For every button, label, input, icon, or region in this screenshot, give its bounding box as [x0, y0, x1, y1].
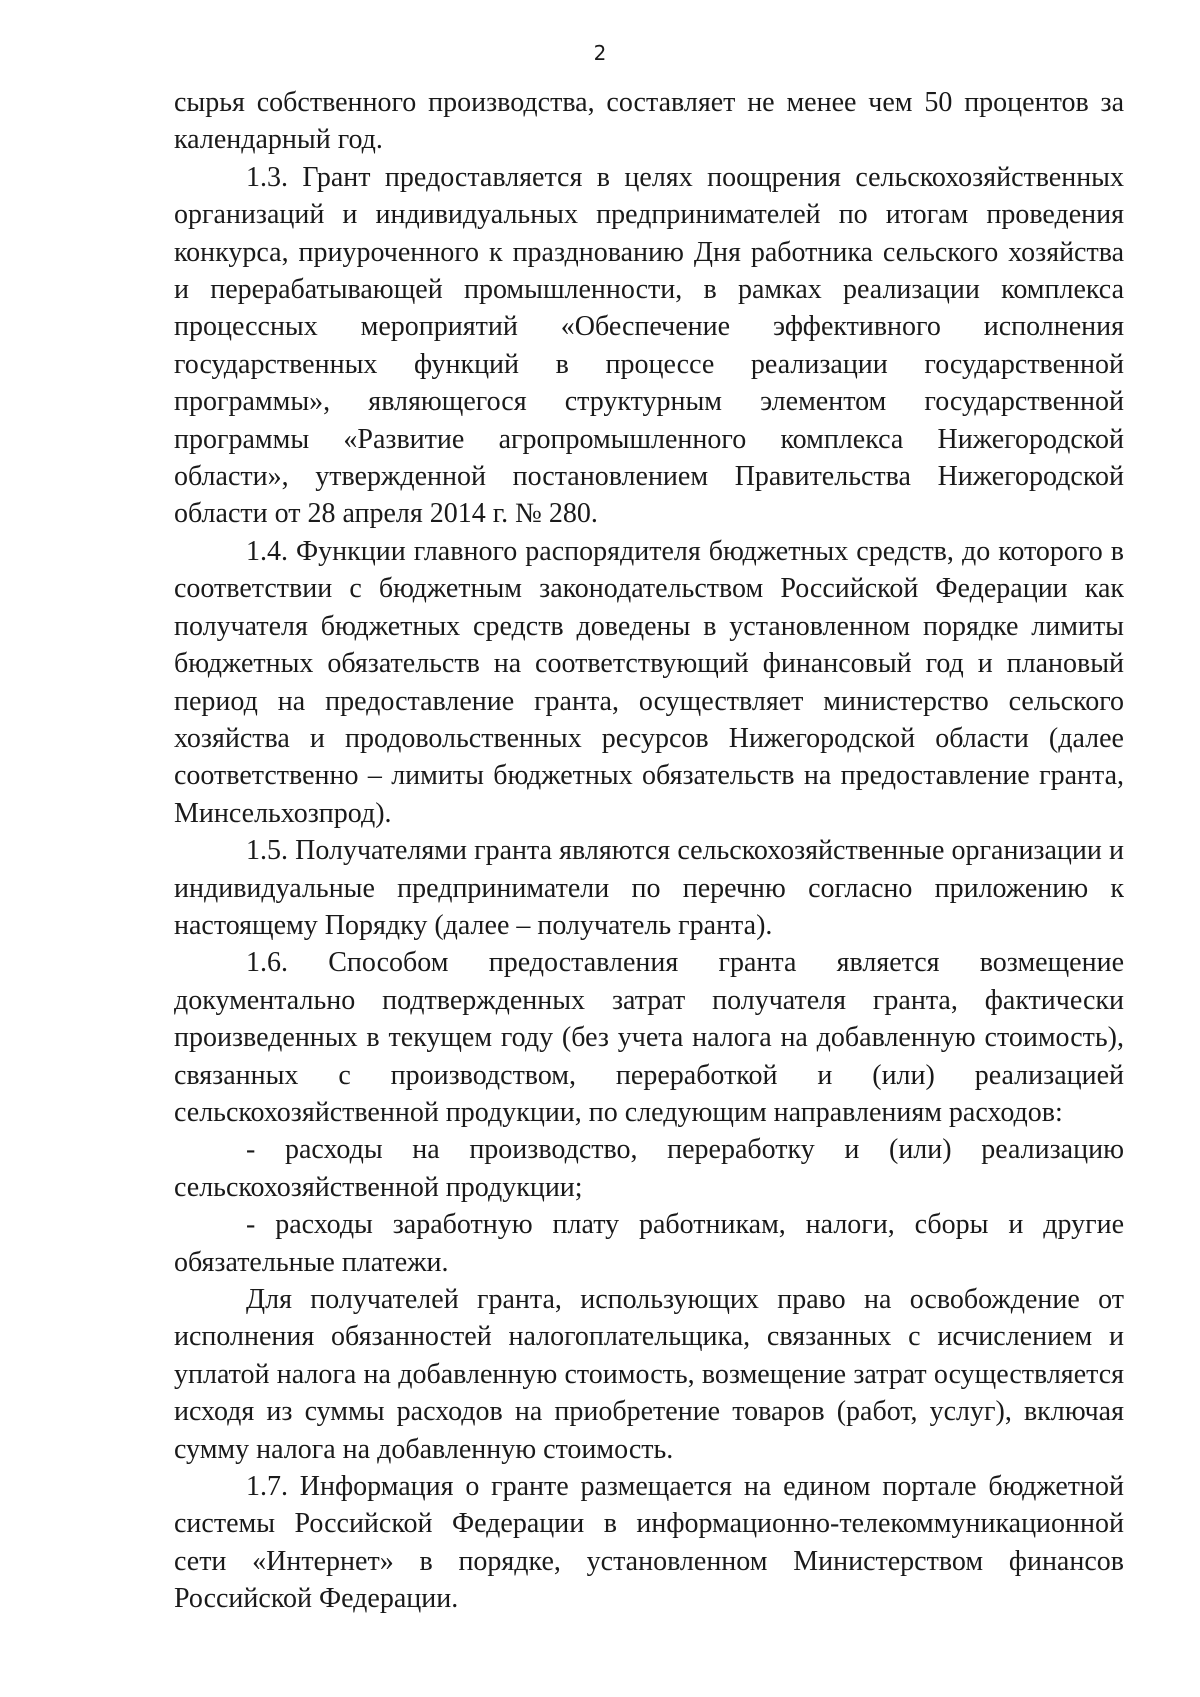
- list-item-expenses-wages: - расходы заработную плату работникам, налоги, сборы и другие обязательные платежи.: [174, 1209, 1124, 1278]
- list-item-expenses-production: - расходы на производство, переработку и (или) реализацию сельскохозяйственной продукции;: [174, 1134, 1124, 1203]
- document-body: [174, 84, 1124, 1618]
- paragraph-1-3: 1.3. Грант предоставляется в целях поощрения сельскохозяйственных организаций и индивидуальных предпринимателей по итогам проведения конкурса, приуроченного к празднованию Дня работника сельского хозяйства и перерабатывающей промышленности, в рамках реализации комплекса процессных мероприятий «Обеспечение эффективного исполнения государственных функций в процессе реализации государственной программы», являющегося структурным элементом государственной программы «Развитие агропромышленного комплекса Нижегородской области», утвержденной постановлением Правительства Нижегородской области от 28 апреля 2014 г. № 280.: [174, 161, 1124, 530]
- paragraph-1-6: 1.6. Способом предоставления гранта является возмещение документально подтвержденных затрат получателя гранта, фактически произведенных в текущем году (без учета налога на добавленную стоимость), связанных с производством, переработкой и (или) реализацией сельскохозяйственной продукции, по следующим направлениям расходов:: [174, 947, 1124, 1128]
- paragraph-1-4: 1.4. Функции главного распорядителя бюджетных средств, до которого в соответствии с бюджетным законодательством Российской Федерации как получателя бюджетных средств доведены в установленном порядке лимиты бюджетных обязательств на соответствующий финансовый год и плановый период на предоставление гранта, осуществляет министерство сельского хозяйства и продовольственных ресурсов Нижегородской области (далее соответственно – лимиты бюджетных обязательств на предоставление гранта, Минсельхозпрод).: [174, 535, 1124, 829]
- paragraph-1-7: 1.7. Информация о гранте размещается на едином портале бюджетной системы Российской Федерации в информационно-телекоммуникационной сети «Интернет» в порядке, установленном Министерством финансов Российской Федерации.: [174, 1471, 1124, 1615]
- page-number: 2: [593, 41, 607, 65]
- paragraph-1-5: 1.5. Получателями гранта являются сельскохозяйственные организации и индивидуальные предприниматели по перечню согласно приложению к настоящему Порядку (далее – получатель гранта).: [174, 835, 1124, 941]
- paragraph-continuation: сырья собственного производства, составляет не менее чем 50 процентов за календарный год.: [174, 87, 1124, 156]
- paragraph-vat-exemption: Для получателей гранта, использующих право на освобождение от исполнения обязанностей налогоплательщика, связанных с исчислением и уплатой налога на добавленную стоимость, возмещение затрат осуществляется исходя из суммы расходов на приобретение товаров (работ, услуг), включая сумму налога на добавленную стоимость.: [174, 1284, 1124, 1465]
